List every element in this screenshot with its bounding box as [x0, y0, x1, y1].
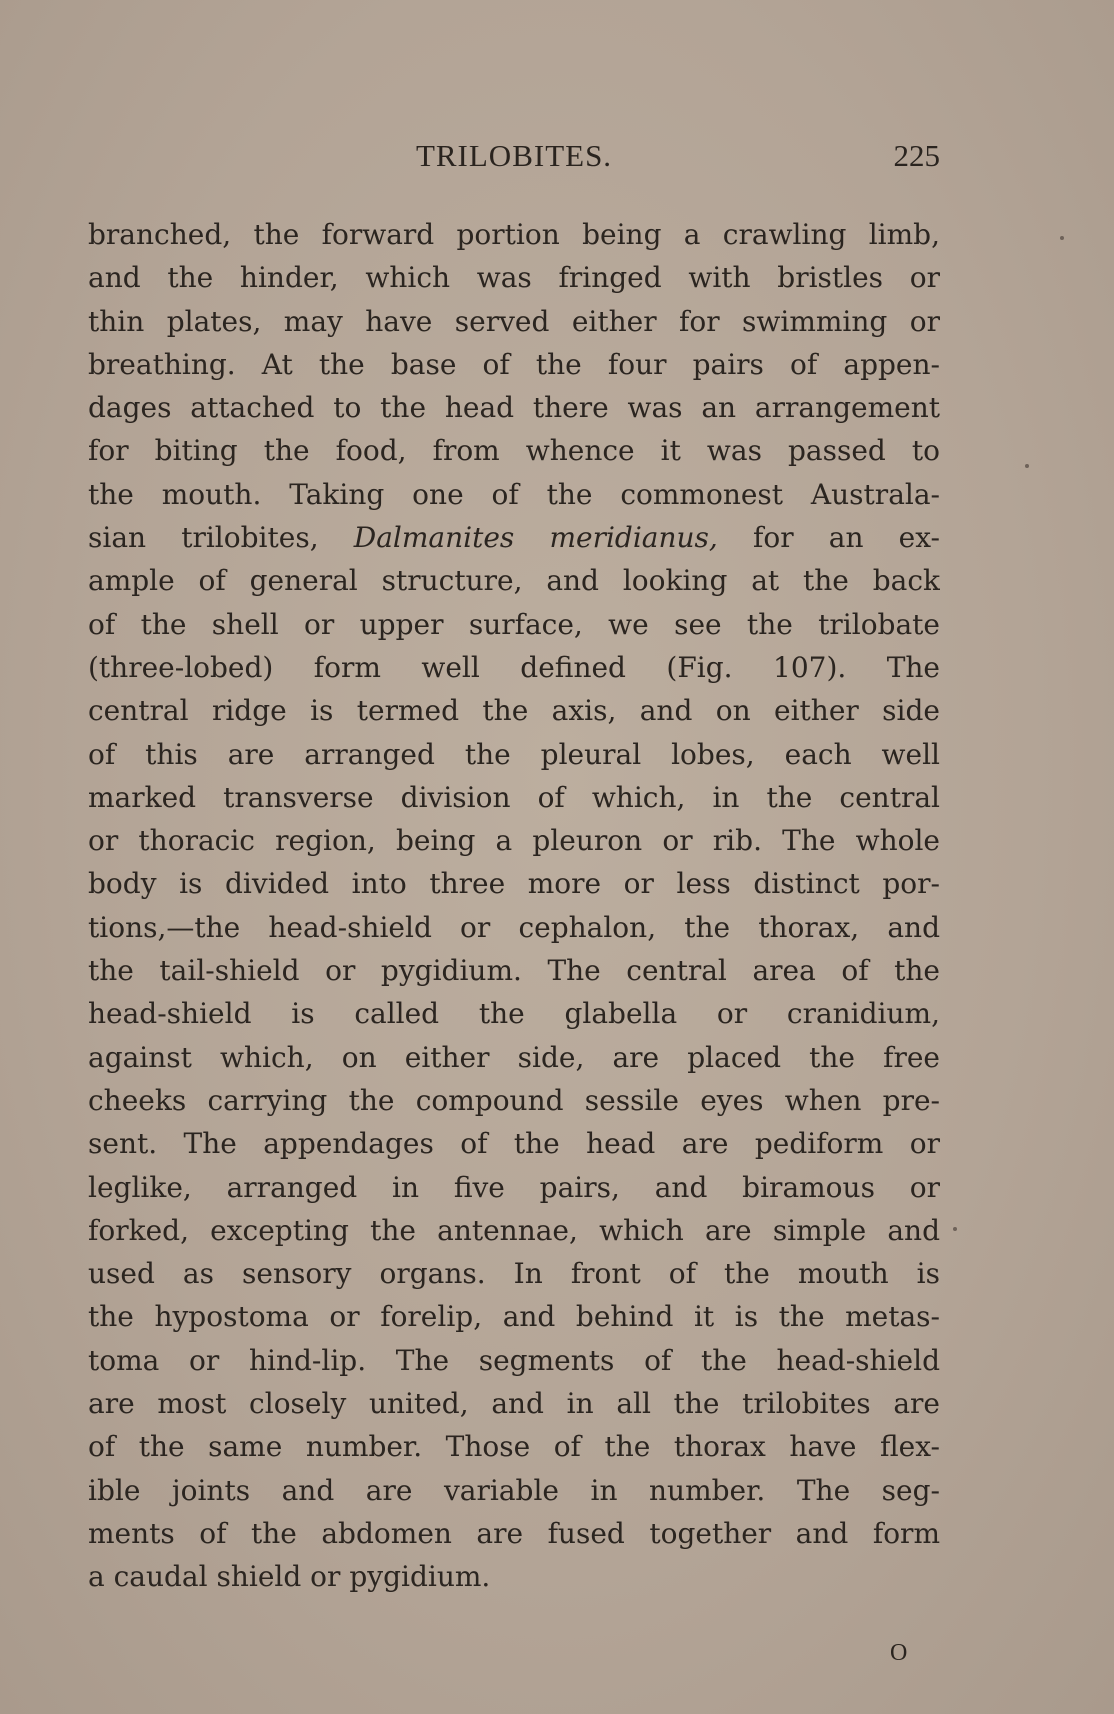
text-line: and the hinder, which was fringed with bristles or	[88, 261, 940, 295]
text-line: marked transverse division of which, in the central	[88, 780, 940, 814]
text-line: (three-lobed) form well defined (Fig. 107). The	[88, 650, 940, 684]
text-line: leglike, arranged in five pairs, and biramous or	[88, 1170, 940, 1204]
text-line: for biting the food, from whence it was passed to	[88, 434, 940, 468]
text-line: or thoracic region, being a pleuron or rib. The whole	[88, 824, 940, 858]
text-line: sent. The appendages of the head are pediform or	[88, 1127, 940, 1161]
text-line: the hypostoma or forelip, and behind it is the metas-	[88, 1300, 940, 1334]
paper-speck	[953, 1227, 957, 1231]
text-line: of this are arranged the pleural lobes, each well	[88, 737, 940, 771]
text-line: thin plates, may have served either for swimming or	[88, 304, 940, 338]
text-line: cheeks carrying the compound sessile eyes when pre-	[88, 1083, 940, 1117]
text-line: sian trilobites, Dalmanites meridianus, for an ex-	[88, 521, 940, 555]
page-number: 225	[893, 138, 940, 173]
signature-mark: O	[890, 1640, 908, 1666]
text-line: are most closely united, and in all the trilobites are	[88, 1387, 940, 1421]
text-line: of the same number. Those of the thorax have flex-	[88, 1430, 940, 1464]
text-line: body is divided into three more or less distinct por-	[88, 867, 940, 901]
text-line: ample of general structure, and looking at the back	[88, 564, 940, 598]
body-paragraph	[88, 213, 940, 1599]
paper-speck	[1060, 236, 1064, 240]
text-line: central ridge is termed the axis, and on either side	[88, 694, 940, 728]
text-line: the mouth. Taking one of the commonest Australa-	[88, 477, 940, 511]
text-line: of the shell or upper surface, we see the trilobate	[88, 607, 940, 641]
text-line: head-shield is called the glabella or cranidium,	[88, 997, 940, 1031]
text-line-last: a caudal shield or pygidium.	[88, 1560, 491, 1594]
running-head	[88, 138, 940, 178]
text-line: ments of the abdomen are fused together and form	[88, 1516, 940, 1550]
text-line: dages attached to the head there was an arrangement	[88, 391, 940, 425]
paper-speck	[1025, 464, 1029, 468]
text-line: the tail-shield or pygidium. The central area of the	[88, 954, 940, 988]
text-line: branched, the forward portion being a crawling limb,	[88, 218, 940, 251]
text-line: ible joints and are variable in number. The seg-	[88, 1473, 940, 1507]
species-name: Dalmanites meridianus,	[353, 521, 718, 555]
text-line: used as sensory organs. In front of the mouth is	[88, 1257, 940, 1291]
text-line: breathing. At the base of the four pairs of appen-	[88, 347, 940, 381]
text-line: tions,—the head-shield or cephalon, the thorax, and	[88, 910, 940, 944]
text-line: toma or hind-lip. The segments of the head-shield	[88, 1343, 940, 1377]
text-line: against which, on either side, are placed the free	[88, 1040, 940, 1074]
text-line: forked, excepting the antennae, which are simple and	[88, 1213, 940, 1247]
chapter-title: TRILOBITES.	[415, 138, 613, 173]
